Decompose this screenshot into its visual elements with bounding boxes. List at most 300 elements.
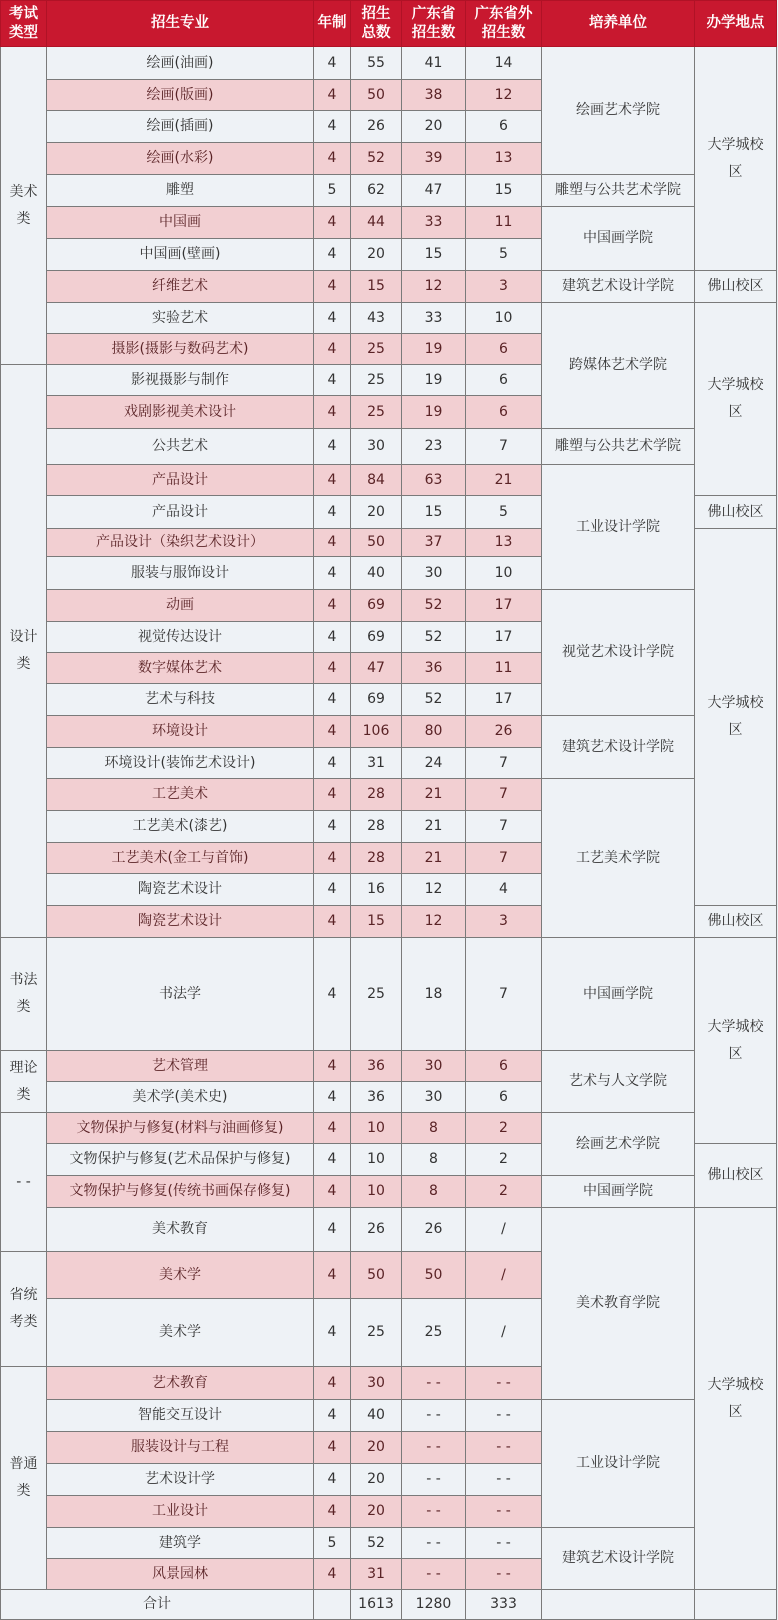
major-cell: 工业设计	[47, 1496, 314, 1528]
guangdong-cell: - -	[402, 1559, 466, 1590]
outside-cell: - -	[466, 1432, 542, 1464]
outside-cell: - -	[466, 1464, 542, 1496]
total-cell: 30	[351, 429, 402, 465]
outside-cell: 11	[466, 207, 542, 239]
total-cell: 28	[351, 779, 402, 811]
outside-cell: 6	[466, 334, 542, 365]
table-row	[1, 1208, 777, 1252]
total-cell: 50	[351, 1252, 402, 1299]
guangdong-cell: 15	[402, 496, 466, 529]
exam-type-cell	[1, 1367, 47, 1590]
exam-type-cell	[1, 47, 47, 365]
header-total-line2: 总数	[361, 24, 391, 41]
major-cell: 产品设计	[47, 465, 314, 496]
outside-cell: 26	[466, 716, 542, 748]
location-cell	[695, 303, 777, 496]
header-unit: 培养单位	[542, 1, 695, 47]
years-cell: 4	[314, 1252, 351, 1299]
total-cell: 69	[351, 684, 402, 716]
years-cell: 4	[314, 1559, 351, 1590]
total-cell: 10	[351, 1176, 402, 1208]
total-cell: 20	[351, 1464, 402, 1496]
years-cell: 4	[314, 334, 351, 365]
header-outside-line1: 广东省外	[474, 6, 533, 23]
guangdong-cell: 8	[402, 1144, 466, 1176]
years-cell: 4	[314, 111, 351, 143]
years-cell: 4	[314, 1113, 351, 1144]
location-label: 佛山校区	[707, 503, 764, 520]
outside-cell: 3	[466, 271, 542, 303]
guangdong-cell: 20	[402, 111, 466, 143]
table-row	[1, 465, 777, 496]
major-cell: 纤维艺术	[47, 271, 314, 303]
total-years	[314, 1590, 351, 1620]
exam-type-label: 美术类	[9, 183, 38, 227]
table-row	[1, 303, 777, 334]
years-cell: 4	[314, 622, 351, 653]
outside-cell: 7	[466, 843, 542, 874]
years-cell: 4	[314, 496, 351, 529]
total-cell: 31	[351, 1559, 402, 1590]
exam-type-label: 普通类	[9, 1456, 38, 1499]
years-cell: 4	[314, 207, 351, 239]
guangdong-cell: 8	[402, 1176, 466, 1208]
outside-cell: 12	[466, 80, 542, 111]
outside-cell: 13	[466, 143, 542, 175]
major-cell: 美术学(美术史)	[47, 1082, 314, 1113]
guangdong-cell: 80	[402, 716, 466, 748]
outside-cell: 17	[466, 684, 542, 716]
outside-cell: 6	[466, 365, 542, 396]
years-cell: 4	[314, 779, 351, 811]
total-cell: 84	[351, 465, 402, 496]
outside-cell: 3	[466, 906, 542, 938]
header-exam-type-line1: 考试	[9, 6, 38, 23]
major-cell: 环境设计(装饰艺术设计)	[47, 748, 314, 779]
guangdong-cell: 24	[402, 748, 466, 779]
unit-cell: 视觉艺术设计学院	[542, 590, 695, 716]
total-cell: 55	[351, 47, 402, 80]
outside-cell: 7	[466, 938, 542, 1051]
total-cell: 20	[351, 239, 402, 271]
outside-cell: 6	[466, 396, 542, 429]
guangdong-cell: 21	[402, 811, 466, 843]
outside-cell: 7	[466, 779, 542, 811]
location-label: 大学城校区	[707, 377, 764, 420]
major-cell: 文物保护与修复(艺术品保护与修复)	[47, 1144, 314, 1176]
years-cell: 4	[314, 811, 351, 843]
major-cell: 实验艺术	[47, 303, 314, 334]
major-cell: 雕塑	[47, 175, 314, 207]
outside-cell: 6	[466, 111, 542, 143]
guangdong-cell: 18	[402, 938, 466, 1051]
unit-cell: 绘画艺术学院	[542, 1113, 695, 1176]
major-cell: 建筑学	[47, 1528, 314, 1559]
location-label: 大学城校区	[707, 136, 764, 180]
outside-cell: 13	[466, 529, 542, 557]
major-cell: 工艺美术	[47, 779, 314, 811]
guangdong-cell: 33	[402, 303, 466, 334]
location-cell	[695, 529, 777, 906]
guangdong-cell: 21	[402, 779, 466, 811]
guangdong-cell: 36	[402, 653, 466, 684]
header-row	[1, 1, 777, 47]
table-row	[1, 47, 777, 80]
table-row	[1, 590, 777, 622]
location-label: 大学城校区	[707, 1376, 764, 1420]
location-cell	[695, 938, 777, 1144]
major-cell: 美术学	[47, 1299, 314, 1367]
total-cell: 20	[351, 1496, 402, 1528]
table-row	[1, 716, 777, 748]
location-label: 佛山校区	[707, 278, 764, 295]
years-cell: 4	[314, 906, 351, 938]
years-cell: 4	[314, 1367, 351, 1400]
table-row	[1, 779, 777, 811]
exam-type-cell	[1, 365, 47, 938]
years-cell: 4	[314, 271, 351, 303]
header-exam-type-line2: 类型	[9, 24, 38, 41]
guangdong-cell: 37	[402, 529, 466, 557]
guangdong-cell: 50	[402, 1252, 466, 1299]
years-cell: 4	[314, 748, 351, 779]
outside-cell: 4	[466, 874, 542, 906]
guangdong-cell: - -	[402, 1496, 466, 1528]
header-total	[351, 1, 402, 47]
unit-cell: 艺术与人文学院	[542, 1051, 695, 1113]
guangdong-cell: 33	[402, 207, 466, 239]
major-cell: 文物保护与修复(材料与油画修复)	[47, 1113, 314, 1144]
outside-cell: /	[466, 1299, 542, 1367]
unit-cell: 工艺美术学院	[542, 779, 695, 938]
outside-cell: /	[466, 1208, 542, 1252]
major-cell: 戏剧影视美术设计	[47, 396, 314, 429]
years-cell: 4	[314, 239, 351, 271]
total-cell: 26	[351, 111, 402, 143]
unit-cell: 中国画学院	[542, 938, 695, 1051]
total-cell: 52	[351, 143, 402, 175]
total-cell: 26	[351, 1208, 402, 1252]
years-cell: 4	[314, 843, 351, 874]
major-cell: 中国画(壁画)	[47, 239, 314, 271]
outside-cell: 5	[466, 496, 542, 529]
total-cell: 62	[351, 175, 402, 207]
major-cell: 产品设计（染织艺术设计）	[47, 529, 314, 557]
guangdong-cell: 25	[402, 1299, 466, 1367]
exam-type-label: 设计类	[9, 629, 38, 672]
total-cell: 69	[351, 622, 402, 653]
outside-cell: 15	[466, 175, 542, 207]
location-cell	[695, 496, 777, 529]
total-cell: 31	[351, 748, 402, 779]
major-cell: 数字媒体艺术	[47, 653, 314, 684]
major-cell: 美术教育	[47, 1208, 314, 1252]
outside-cell: 7	[466, 429, 542, 465]
total-location	[695, 1590, 777, 1620]
years-cell: 4	[314, 303, 351, 334]
unit-cell: 建筑艺术设计学院	[542, 271, 695, 303]
years-cell: 4	[314, 1299, 351, 1367]
major-cell: 产品设计	[47, 496, 314, 529]
total-cell: 43	[351, 303, 402, 334]
major-cell: 艺术管理	[47, 1051, 314, 1082]
location-cell	[695, 1208, 777, 1590]
guangdong-cell: 30	[402, 557, 466, 590]
years-cell: 4	[314, 529, 351, 557]
major-cell: 美术学	[47, 1252, 314, 1299]
table-row	[1, 1528, 777, 1559]
major-cell: 书法学	[47, 938, 314, 1051]
guangdong-cell: 63	[402, 465, 466, 496]
guangdong-cell: 12	[402, 271, 466, 303]
major-cell: 服装与服饰设计	[47, 557, 314, 590]
unit-cell: 建筑艺术设计学院	[542, 1528, 695, 1590]
header-guangdong-line2: 招生数	[411, 24, 456, 41]
unit-cell: 跨媒体艺术学院	[542, 303, 695, 429]
header-outside-guangdong	[466, 1, 542, 47]
location-label: 佛山校区	[707, 1167, 764, 1184]
total-cell: 25	[351, 1299, 402, 1367]
total-cell: 50	[351, 529, 402, 557]
total-cell: 28	[351, 811, 402, 843]
total-cell: 47	[351, 653, 402, 684]
total-label: 合计	[1, 1590, 314, 1620]
outside-cell: 10	[466, 303, 542, 334]
guangdong-cell: 8	[402, 1113, 466, 1144]
guangdong-cell: - -	[402, 1432, 466, 1464]
exam-type-label: - -	[16, 1173, 31, 1190]
major-cell: 艺术设计学	[47, 1464, 314, 1496]
guangdong-cell: 52	[402, 684, 466, 716]
years-cell: 4	[314, 1144, 351, 1176]
major-cell: 环境设计	[47, 716, 314, 748]
guangdong-cell: 26	[402, 1208, 466, 1252]
major-cell: 公共艺术	[47, 429, 314, 465]
total-cell: 28	[351, 843, 402, 874]
total-cell: 25	[351, 938, 402, 1051]
total-cell: 25	[351, 365, 402, 396]
exam-type-cell	[1, 1113, 47, 1252]
years-cell: 4	[314, 1464, 351, 1496]
unit-cell: 中国画学院	[542, 207, 695, 271]
major-cell: 文物保护与修复(传统书画保存修复)	[47, 1176, 314, 1208]
guangdong-cell: 30	[402, 1082, 466, 1113]
years-cell: 4	[314, 653, 351, 684]
unit-cell: 雕塑与公共艺术学院	[542, 175, 695, 207]
major-cell: 工艺美术(金工与首饰)	[47, 843, 314, 874]
location-label: 佛山校区	[707, 913, 764, 930]
outside-cell: 6	[466, 1082, 542, 1113]
major-cell: 绘画(版画)	[47, 80, 314, 111]
guangdong-cell: - -	[402, 1367, 466, 1400]
guangdong-cell: 19	[402, 334, 466, 365]
outside-cell: - -	[466, 1496, 542, 1528]
years-cell: 4	[314, 80, 351, 111]
total-cell: 16	[351, 874, 402, 906]
total-cell: 20	[351, 1432, 402, 1464]
outside-cell: 14	[466, 47, 542, 80]
major-cell: 陶瓷艺术设计	[47, 874, 314, 906]
years-cell: 4	[314, 396, 351, 429]
years-cell: 5	[314, 175, 351, 207]
outside-cell: 17	[466, 622, 542, 653]
header-guangdong	[402, 1, 466, 47]
guangdong-cell: 19	[402, 396, 466, 429]
major-cell: 中国画	[47, 207, 314, 239]
total-cell: 30	[351, 1367, 402, 1400]
guangdong-cell: 23	[402, 429, 466, 465]
table-row	[1, 271, 777, 303]
major-cell: 摄影(摄影与数码艺术)	[47, 334, 314, 365]
years-cell: 4	[314, 47, 351, 80]
outside-cell: - -	[466, 1528, 542, 1559]
exam-type-label: 理论类	[9, 1059, 38, 1103]
years-cell: 4	[314, 874, 351, 906]
years-cell: 4	[314, 1496, 351, 1528]
total-cell: 50	[351, 80, 402, 111]
exam-type-cell	[1, 1252, 47, 1367]
major-cell: 工艺美术(漆艺)	[47, 811, 314, 843]
guangdong-cell: - -	[402, 1464, 466, 1496]
total-guangdong: 1280	[402, 1590, 466, 1620]
guangdong-cell: 52	[402, 590, 466, 622]
major-cell: 陶瓷艺术设计	[47, 906, 314, 938]
outside-cell: 5	[466, 239, 542, 271]
total-cell: 25	[351, 396, 402, 429]
outside-cell: - -	[466, 1400, 542, 1432]
major-cell: 绘画(水彩)	[47, 143, 314, 175]
years-cell: 4	[314, 1208, 351, 1252]
total-cell: 20	[351, 496, 402, 529]
years-cell: 4	[314, 465, 351, 496]
unit-cell: 中国画学院	[542, 1176, 695, 1208]
major-cell: 绘画(插画)	[47, 111, 314, 143]
outside-cell: - -	[466, 1559, 542, 1590]
table-row	[1, 429, 777, 465]
exam-type-cell	[1, 938, 47, 1051]
outside-cell: 7	[466, 748, 542, 779]
guangdong-cell: 38	[402, 80, 466, 111]
years-cell: 4	[314, 1051, 351, 1082]
table-row	[1, 1176, 777, 1208]
major-cell: 视觉传达设计	[47, 622, 314, 653]
guangdong-cell: 41	[402, 47, 466, 80]
header-major: 招生专业	[47, 1, 314, 47]
years-cell: 5	[314, 1528, 351, 1559]
unit-cell: 雕塑与公共艺术学院	[542, 429, 695, 465]
years-cell: 4	[314, 684, 351, 716]
years-cell: 4	[314, 143, 351, 175]
table-row	[1, 207, 777, 239]
guangdong-cell: 52	[402, 622, 466, 653]
outside-cell: 6	[466, 1051, 542, 1082]
location-cell	[695, 47, 777, 271]
header-years: 年制	[314, 1, 351, 47]
years-cell: 4	[314, 1400, 351, 1432]
total-cell: 15	[351, 271, 402, 303]
total-cell: 106	[351, 716, 402, 748]
location-cell	[695, 906, 777, 938]
years-cell: 4	[314, 716, 351, 748]
table-row	[1, 938, 777, 1051]
guangdong-cell: 21	[402, 843, 466, 874]
guangdong-cell: 15	[402, 239, 466, 271]
header-exam-type	[1, 1, 47, 47]
total-cell: 44	[351, 207, 402, 239]
total-cell: 36	[351, 1051, 402, 1082]
major-cell: 绘画(油画)	[47, 47, 314, 80]
major-cell: 动画	[47, 590, 314, 622]
total-cell: 40	[351, 1400, 402, 1432]
major-cell: 艺术与科技	[47, 684, 314, 716]
years-cell: 4	[314, 429, 351, 465]
header-total-line1: 招生	[361, 6, 391, 23]
guangdong-cell: 30	[402, 1051, 466, 1082]
years-cell: 4	[314, 938, 351, 1051]
total-outside: 333	[466, 1590, 542, 1620]
exam-type-cell	[1, 1051, 47, 1113]
table-body	[1, 47, 777, 1590]
table-row	[1, 1051, 777, 1082]
outside-cell: 7	[466, 811, 542, 843]
total-cell: 52	[351, 1528, 402, 1559]
guangdong-cell: 39	[402, 143, 466, 175]
table-row	[1, 1400, 777, 1432]
years-cell: 4	[314, 1176, 351, 1208]
header-location: 办学地点	[695, 1, 777, 47]
total-cell: 10	[351, 1144, 402, 1176]
major-cell: 艺术教育	[47, 1367, 314, 1400]
outside-cell: 21	[466, 465, 542, 496]
unit-cell: 美术教育学院	[542, 1208, 695, 1400]
table-row	[1, 175, 777, 207]
total-enrollment: 1613	[351, 1590, 402, 1620]
outside-cell: 17	[466, 590, 542, 622]
years-cell: 4	[314, 590, 351, 622]
total-cell: 69	[351, 590, 402, 622]
years-cell: 4	[314, 557, 351, 590]
outside-cell: 10	[466, 557, 542, 590]
major-cell: 影视摄影与制作	[47, 365, 314, 396]
total-cell: 10	[351, 1113, 402, 1144]
guangdong-cell: 47	[402, 175, 466, 207]
unit-cell: 建筑艺术设计学院	[542, 716, 695, 779]
outside-cell: 2	[466, 1144, 542, 1176]
years-cell: 4	[314, 1082, 351, 1113]
unit-cell: 工业设计学院	[542, 1400, 695, 1528]
outside-cell: /	[466, 1252, 542, 1299]
guangdong-cell: 19	[402, 365, 466, 396]
exam-type-label: 省统考类	[9, 1287, 38, 1330]
total-cell: 15	[351, 906, 402, 938]
outside-cell: 2	[466, 1113, 542, 1144]
location-cell	[695, 271, 777, 303]
years-cell: 4	[314, 1432, 351, 1464]
total-unit	[542, 1590, 695, 1620]
location-cell	[695, 1144, 777, 1208]
total-cell: 36	[351, 1082, 402, 1113]
guangdong-cell: 12	[402, 874, 466, 906]
years-cell: 4	[314, 365, 351, 396]
header-guangdong-line1: 广东省	[411, 6, 456, 23]
header-outside-line2: 招生数	[481, 24, 526, 41]
location-label: 大学城校区	[707, 1018, 764, 1062]
guangdong-cell: 12	[402, 906, 466, 938]
major-cell: 智能交互设计	[47, 1400, 314, 1432]
major-cell: 风景园林	[47, 1559, 314, 1590]
unit-cell: 工业设计学院	[542, 465, 695, 590]
total-cell: 40	[351, 557, 402, 590]
